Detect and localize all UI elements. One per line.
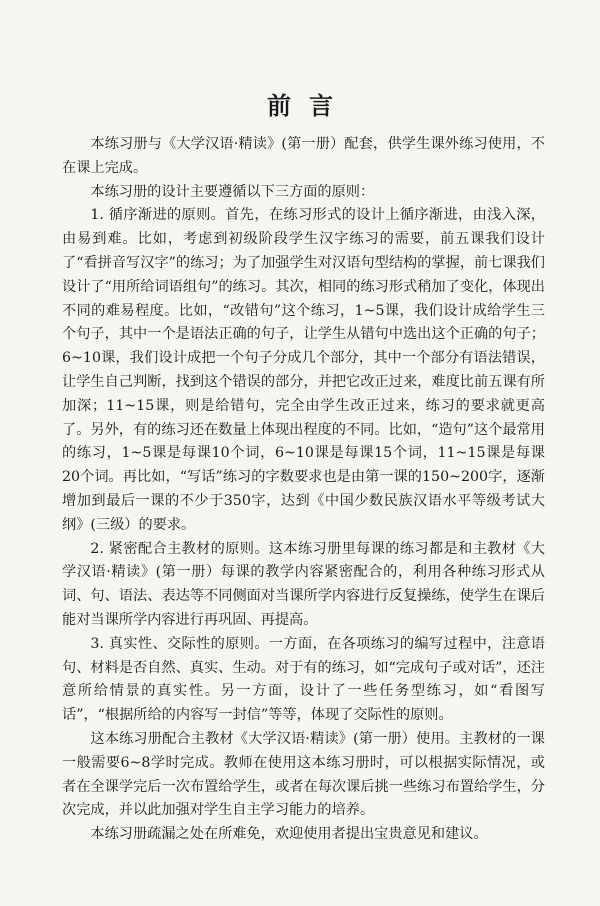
- paragraph-principles-lead: 本练习册的设计主要遵循以下三方面的原则：: [90, 183, 375, 200]
- page-title: 前言: [267, 91, 351, 120]
- paragraph-principle-1: 1. 循序渐进的原则。首先，在练习形式的设计上循序渐进，由浅入深，由易到难。比如，考虑到初级阶段学生汉字练习的需要，前五课我们设计了“看拼音写汉字”的练习；为了加强学生对汉语句型结构的掌握，前七课我们设计了“用所给词语组句”的练习。其次，相同的练习形式稍加了变化，体现出不同的难易程度。比如，“改错句”这个练习，1~5课，我们设计成给学生三个句子，其中一个是语法正确的句子，让学生从错句中选出这个正确的句子；6~10课，我们设计成把一个句子分成几个部分，其中一个部分有语法错误，让学生自己判断，找到这个错误的部分，并把它改正过来，难度比前五课有所加深；11~15课，则是给错句，完全由学生改正过来，练习的要求就更高了。另外，有的练习还在数量上体现出程度的不同。比如，“造句”这个最常用的练习，1~5课是每课10个词，6~10课是每课15个词，11~15课是每课20个词。再比如，“写话”练习的字数要求也是由第一课的150~200字，逐渐增加到最后一课的不少于350字，达到《中国少数民族汉语水平等级考试大纲》(三级）的要求。: [62, 207, 545, 533]
- paragraph-intro: 本练习册与《大学汉语·精读》(第一册）配套，供学生课外练习使用，不在课上完成。: [62, 136, 545, 176]
- paragraph-principle-2: 2. 紧密配合主教材的原则。这本练习册里每课的练习都是和主教材《大学汉语·精读》(第一册）每课的教学内容紧密配合的，利用各种练习形式从词、句、语法、表达等不同侧面对当课所学内容进行反复操练，使学生在课后能对当课所学内容进行再巩固、再提高。: [62, 540, 545, 628]
- preface-body: [62, 133, 545, 847]
- paragraph-closing: 本练习册疏漏之处在所难免，欢迎使用者提出宝贵意见和建议。: [90, 826, 488, 843]
- paragraph-usage: 这本练习册配合主教材《大学汉语·精读》(第一册）使用。主教材的一课一般需要6~8学时完成。教师在使用这本练习册时，可以根据实际情况，或者在全课学完后一次布置给学生，或者在每次课后挑一些练习布置给学生，分次完成，并以此加强对学生自主学习能力的培养。: [62, 730, 545, 819]
- paragraph-principle-3: 3. 真实性、交际性的原则。一方面，在各项练习的编写过程中，注意语句、材料是否自然、真实、生动。对于有的练习，如“完成句子或对话”，还注意所给情景的真实性。另一方面，设计了一些任务型练习，如“看图写话”，“根据所给的内容写一封信”等等，体现了交际性的原则。: [62, 635, 545, 724]
